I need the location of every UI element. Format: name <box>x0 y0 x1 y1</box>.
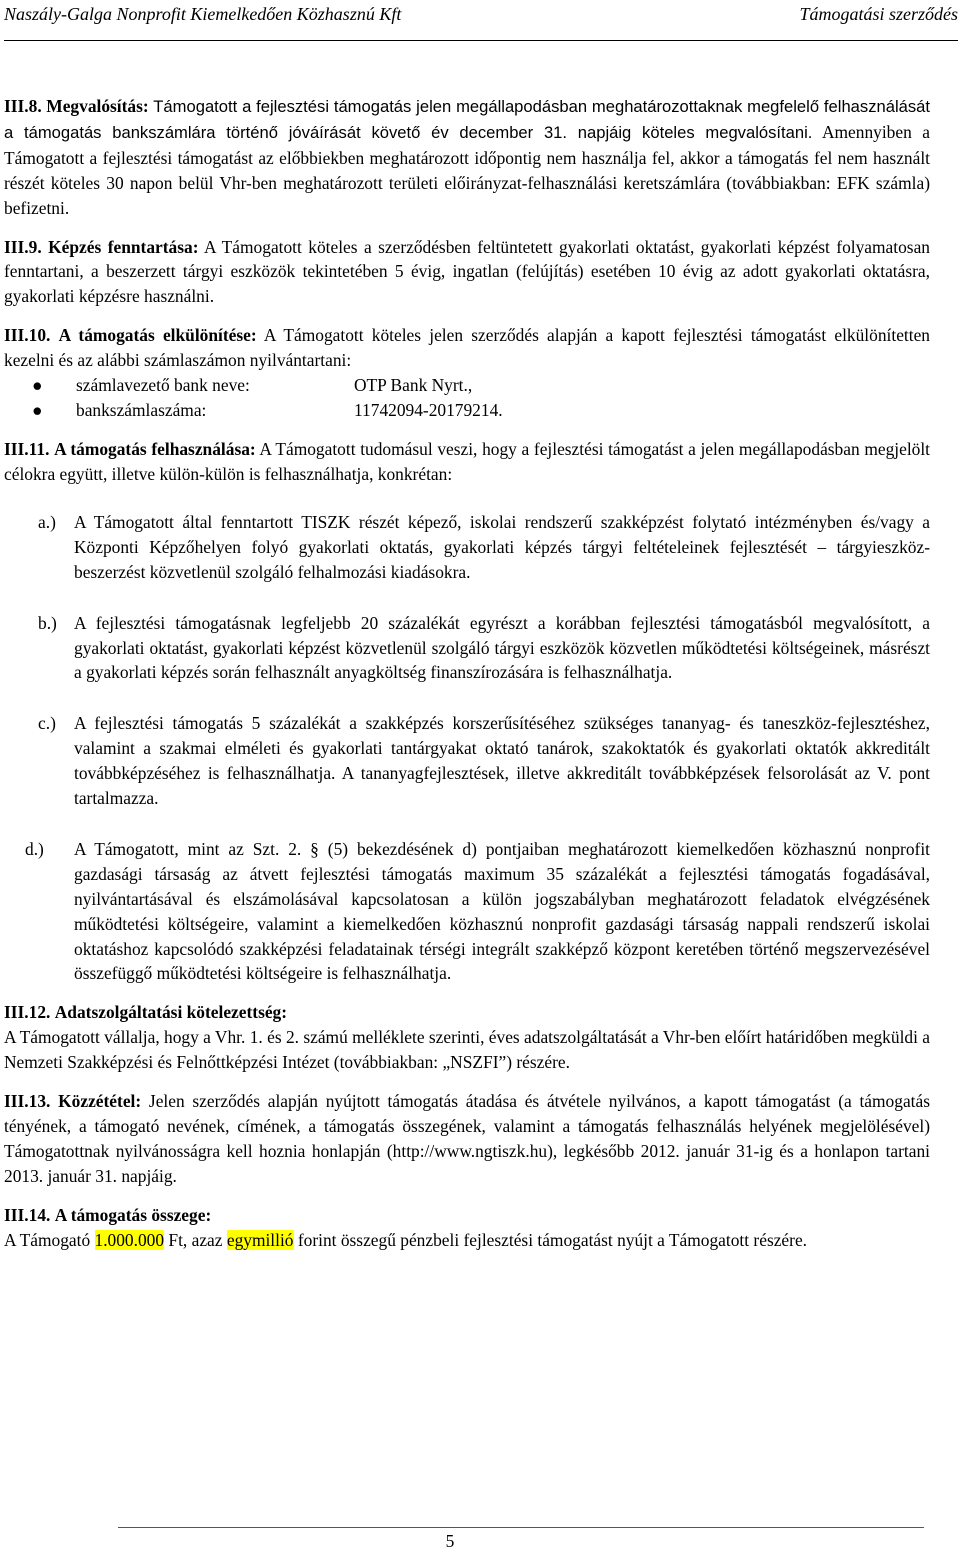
section-text: A Támogatott köteles a szerződésben feltüntetett gyakorlati oktatást, gyakorlati képzést folyamatosan fenntartani, a beszerzett tárgyi eszközök tekintetében 5 évig, ingatlan (felújítás) esetében 10 évig az adott gyakorlati oktatásra, gyakorlati képzésre használni. <box>4 236 930 307</box>
section-text <box>4 1228 930 1253</box>
amount-figure: 1.000.000 <box>94 1229 165 1250</box>
list-item-label: c.) <box>38 713 56 734</box>
bank-name-bullet <box>4 373 930 398</box>
section-title: Adatszolgáltatási kötelezettség: <box>54 1002 288 1023</box>
bullet-value: 11742094-20179214. <box>354 400 503 421</box>
list-item-a <box>4 510 930 585</box>
list-item-text: A fejlesztési támogatás 5 százalékát a szakképzés korszerűsítéséhez szükséges tananyag- és taneszköz-fejlesztéshez, valamint a szakmai elméleti és gyakorlati tantárgyakat oktató tanárok, szakoktatók és gyakorlati oktatók akkreditált továbbképzéséhez is felhasználhatja. A tananyagfejlesztések, illetve akkreditált továbbképzések felsorolását az V. pont tartalmazza. <box>74 713 930 809</box>
page-header <box>4 2 958 41</box>
bullet-key: bankszámlaszáma: <box>76 400 207 421</box>
section-iii-13 <box>4 1089 930 1189</box>
list-item-text: A Támogatott által fenntartott TISZK részét képező, iskolai rendszerű szakképzést folytató intézményben és/vagy a Központi Képzőhelyen folyó gyakorlati oktatás, gyakorlati képzés tárgyi feltételeinek fejlesztését – tárgyieszköz-beszerzést közvetlenül szolgáló felhalmozási kiadásokra. <box>74 511 930 582</box>
section-title: A támogatás összege: <box>54 1204 212 1225</box>
amount-in-words: egymillió <box>226 1229 294 1250</box>
section-number: III.8. <box>4 96 42 116</box>
page-body <box>4 94 930 1253</box>
section-iii-10 <box>4 323 930 423</box>
section-title: Képzés fenntartása: <box>48 236 199 257</box>
bank-account-bullet <box>4 398 930 423</box>
page-number: 5 <box>445 1531 455 1551</box>
amount-end-text: forint összegű pénzbeli fejlesztési támogatást nyújt a Támogatott részére. <box>293 1229 808 1250</box>
section-text-continued: Amennyiben a Támogatott a fejlesztési támogatást az előbbiekben meghatározott időpontig nem használja fel, akkor a támogatás fel nem használt részét köteles 30 napon belül Vhr-ben meghatározott területi előirányzat-felhasználási keretszámlára (továbbiakban: EFK számla) befizetni. <box>4 121 930 218</box>
footer-divider <box>118 1527 924 1528</box>
section-number: III.14. <box>4 1204 51 1225</box>
section-iii-11 <box>4 437 930 986</box>
section-number: III.10. <box>4 325 51 346</box>
section-number: III.13. <box>4 1091 51 1112</box>
bullet-icon: ● <box>32 400 43 421</box>
section-title: Közzététel: <box>58 1091 142 1112</box>
section-title: A támogatás felhasználása: <box>54 439 256 460</box>
section-iii-9 <box>4 235 930 310</box>
section-text: A Támogatott tudomásul veszi, hogy a fejlesztési támogatást a jelen megállapodásban megjelölt célokra együtt, illetve külön-külön is felhasználhatja, konkrétan: <box>4 439 931 484</box>
section-number: III.12. <box>4 1002 51 1023</box>
section-title: A támogatás elkülönítése: <box>58 325 257 346</box>
amount-intro-text: A Támogató <box>4 1229 95 1250</box>
section-text: Támogatott a fejlesztési támogatás jelen megállapodásban meghatározottaknak megfelelő felhasználását a támogatás bankszámlára történő jóváírását követő év december 31. napjáig köteles megvalósítani. <box>4 97 931 142</box>
list-item-label: a.) <box>38 511 56 532</box>
section-number: III.9. <box>4 236 42 257</box>
bullet-key: számlavezető bank neve: <box>76 375 250 396</box>
list-item-label: d.) <box>25 838 44 859</box>
section-text: A Támogatott köteles jelen szerződés alapján a kapott fejlesztési támogatást elkülönítetten kezelni és az alábbi számlaszámon nyilvántartani: <box>4 325 930 371</box>
amount-middle-text: Ft, azaz <box>164 1229 227 1250</box>
list-item-b <box>4 611 930 686</box>
section-iii-8 <box>4 94 930 221</box>
list-item-text: A fejlesztési támogatásnak legfeljebb 20 százalékát egyrészt a korábban fejlesztési támogatásból megvalósított, a gyakorlati oktatást, gyakorlati képzést közvetlenül szolgáló tárgyi eszközök közvetlen működtetési költségeinek, másrészt a gyakorlati képzés során felhasznált anyagköltség finanszírozására is felhasználhatja. <box>74 612 930 683</box>
list-item-text: A Támogatott, mint az Szt. 2. § (5) bekezdésének d) pontjaiban meghatározott kiemelkedően közhasznú nonprofit gazdasági társaság az átvett fejlesztési támogatás maximum 35 százalékát a fejlesztési támogatás fogadásával, nyilvántartásával és elszámolásával kapcsolatosan a külön jogszabályban meghatározott feladatok elvégzésének működtetési költségeire, valamint a kiemelkedően közhasznú nonprofit gazdasági társaság nappali rendszerű iskolai oktatáshoz kapcsolódó szakképzési feladatainak térségi integrált szakképző központ keretében történő megszervezésével összefüggő működtetési költségeire is felhasználhatja. <box>74 838 930 984</box>
bullet-value: OTP Bank Nyrt., <box>354 375 473 396</box>
header-organization: Naszály-Galga Nonprofit Kiemelkedően Közhasznú Kft <box>4 4 402 24</box>
list-item-c <box>4 711 930 811</box>
section-text: A Támogatott vállalja, hogy a Vhr. 1. és 2. számú melléklete szerinti, éves adatszolgáltatását a Vhr-ben előírt határidőben megküldi a Nemzeti Szakképzési és Felnőttképzési Intézet (továbbiakban: „NSZFI”) részére. <box>4 1027 930 1073</box>
section-iii-12 <box>4 1000 930 1075</box>
section-iii-14 <box>4 1203 930 1253</box>
section-text: Jelen szerződés alapján nyújtott támogatás átadása és átvétele nyilvános, a kapott támogatást (a támogatás tényének, a támogató nevének, címének, a támogatás összegének, valamint a támogatás felhasználás helyének megjelölésével) Támogatottnak nyilvánosságra kell hoznia honlapján (http://www.ngtiszk.hu), legkésőbb 2012. január 31-ig és a honlapon tartani 2013. január 31. napjáig. <box>4 1091 930 1186</box>
header-document-title: Támogatási szerződés <box>799 4 958 24</box>
section-number: III.11. <box>4 439 50 460</box>
bullet-icon: ● <box>32 375 43 396</box>
section-title: Megvalósítás: <box>46 96 149 116</box>
list-item-d <box>4 837 930 986</box>
list-item-label: b.) <box>38 612 57 633</box>
